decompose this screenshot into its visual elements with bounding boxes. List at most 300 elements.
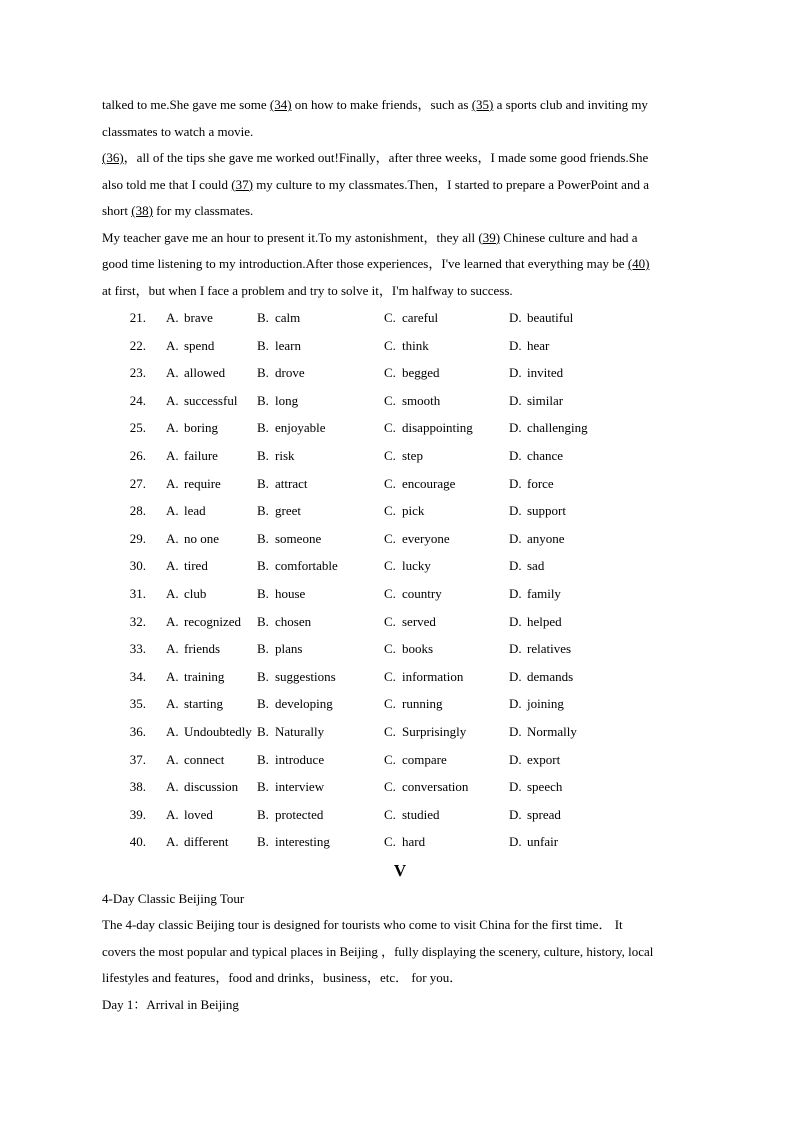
option-text: someone xyxy=(275,530,322,546)
option-d xyxy=(509,414,609,442)
option-text: disappointing xyxy=(402,420,473,436)
option-text: chosen xyxy=(275,613,312,629)
option-text: interview xyxy=(275,779,325,795)
option-text: Normally xyxy=(527,723,577,739)
option-text: spread xyxy=(527,806,561,822)
option-letter: C. xyxy=(384,806,396,822)
option-text: pick xyxy=(402,503,425,519)
option-a xyxy=(166,746,257,774)
option-b xyxy=(257,773,384,801)
option-text: think xyxy=(402,337,429,353)
option-letter: A. xyxy=(166,503,179,519)
option-letter: D. xyxy=(509,723,522,739)
option-d xyxy=(509,359,609,387)
option-text: Surprisingly xyxy=(402,723,467,739)
option-letter: B. xyxy=(257,613,269,629)
option-c xyxy=(384,580,509,608)
option-d xyxy=(509,608,609,636)
question-number: 35. xyxy=(129,696,146,712)
option-text: lead xyxy=(184,503,206,519)
option-c xyxy=(384,828,509,856)
option-text: force xyxy=(527,475,554,491)
option-text: discussion xyxy=(184,779,239,795)
option-letter: D. xyxy=(509,447,522,463)
option-letter: B. xyxy=(257,365,269,381)
option-letter: C. xyxy=(384,613,396,629)
option-row xyxy=(102,828,698,856)
option-letter: B. xyxy=(257,668,269,684)
cloze-passage xyxy=(102,92,698,304)
blank-37: (37) xyxy=(231,176,253,192)
option-letter: A. xyxy=(166,337,179,353)
option-c xyxy=(384,552,509,580)
option-a xyxy=(166,828,257,856)
option-a xyxy=(166,635,257,663)
option-letter: C. xyxy=(384,723,396,739)
option-a xyxy=(166,690,257,718)
option-letter: C. xyxy=(384,475,396,491)
blank-35: (35) xyxy=(471,97,494,112)
question-number: 30. xyxy=(129,558,146,574)
passage-line: good time listening to my introduction.After those experiences，I've learned that everything may be (40) xyxy=(102,256,650,271)
option-letter: D. xyxy=(509,365,522,381)
option-row xyxy=(102,718,698,746)
option-d xyxy=(509,801,609,829)
option-letter: C. xyxy=(384,310,396,325)
option-letter: C. xyxy=(384,779,396,795)
question-number: 24. xyxy=(129,392,146,408)
question-number: 29. xyxy=(129,530,146,546)
option-text: challenging xyxy=(527,420,588,436)
option-letter: C. xyxy=(384,420,396,436)
option-b xyxy=(257,387,384,415)
option-d xyxy=(509,387,609,415)
option-letter: D. xyxy=(509,585,522,601)
option-text: comfortable xyxy=(275,558,338,574)
option-letter: C. xyxy=(384,503,396,519)
option-letter: C. xyxy=(384,392,396,408)
option-text: information xyxy=(402,668,464,684)
option-a xyxy=(166,663,257,691)
option-row xyxy=(102,690,698,718)
option-d xyxy=(509,828,609,856)
option-row xyxy=(102,359,698,387)
option-d xyxy=(509,773,609,801)
option-letter: B. xyxy=(257,530,269,546)
option-text: greet xyxy=(275,503,301,519)
option-b xyxy=(257,552,384,580)
option-b xyxy=(257,497,384,525)
option-text: smooth xyxy=(402,392,441,408)
question-number: 34. xyxy=(129,668,146,684)
option-text: lucky xyxy=(402,558,431,574)
option-text: careful xyxy=(402,310,439,325)
option-b xyxy=(257,635,384,663)
option-letter: B. xyxy=(257,696,269,712)
option-letter: A. xyxy=(166,365,179,381)
option-letter: A. xyxy=(166,530,179,546)
option-d xyxy=(509,470,609,498)
option-text: brave xyxy=(184,310,213,325)
option-a xyxy=(166,304,257,332)
option-letter: C. xyxy=(384,585,396,601)
option-b xyxy=(257,359,384,387)
option-letter: D. xyxy=(509,779,522,795)
option-b xyxy=(257,304,384,332)
question-number: 38. xyxy=(129,779,146,795)
tour-intro-line: lifestyles and features，food and drinks，business，etc． for you． xyxy=(102,970,463,986)
option-text: different xyxy=(184,834,229,850)
option-letter: A. xyxy=(166,447,179,463)
option-text: support xyxy=(527,503,566,519)
blank-34: (34) xyxy=(269,97,292,112)
option-text: training xyxy=(184,668,225,684)
blank-36: (36) xyxy=(102,150,124,165)
option-letter: D. xyxy=(509,696,522,712)
option-text: drove xyxy=(275,365,305,381)
option-letter: B. xyxy=(257,641,269,657)
option-c xyxy=(384,801,509,829)
option-a xyxy=(166,580,257,608)
option-letter: B. xyxy=(257,834,269,850)
question-number: 22. xyxy=(129,337,146,353)
option-c xyxy=(384,442,509,470)
option-c xyxy=(384,414,509,442)
question-number: 40. xyxy=(129,834,146,850)
option-letter: B. xyxy=(257,310,269,325)
option-row xyxy=(102,332,698,360)
option-letter: A. xyxy=(166,310,179,325)
option-b xyxy=(257,470,384,498)
option-d xyxy=(509,442,609,470)
option-letter: B. xyxy=(257,420,269,436)
question-number: 32. xyxy=(129,613,146,629)
option-text: studied xyxy=(402,806,440,822)
option-row xyxy=(102,497,698,525)
option-letter: B. xyxy=(257,723,269,739)
option-text: protected xyxy=(275,806,324,822)
option-a xyxy=(166,497,257,525)
question-number: 33. xyxy=(129,641,146,657)
option-row xyxy=(102,801,698,829)
option-text: country xyxy=(402,585,442,601)
option-letter: B. xyxy=(257,751,269,767)
option-text: relatives xyxy=(527,641,572,657)
option-a xyxy=(166,470,257,498)
option-text: compare xyxy=(402,751,447,767)
option-row xyxy=(102,387,698,415)
option-b xyxy=(257,663,384,691)
question-number: 26. xyxy=(129,447,146,463)
passage-line: talked to me.She gave me some (34) on how to make friends，such as (35) a sports club and inviting my xyxy=(102,97,648,112)
option-letter: A. xyxy=(166,696,179,712)
option-text: attract xyxy=(275,475,308,491)
tour-passage xyxy=(102,886,698,1019)
option-letter: C. xyxy=(384,696,396,712)
option-row xyxy=(102,608,698,636)
option-a xyxy=(166,718,257,746)
option-text: starting xyxy=(184,696,223,712)
option-letter: A. xyxy=(166,392,179,408)
option-letter: B. xyxy=(257,447,269,463)
section-title: V xyxy=(393,860,407,880)
option-a xyxy=(166,387,257,415)
option-text: no one xyxy=(184,530,220,546)
option-text: developing xyxy=(275,696,333,712)
passage-line: classmates to watch a movie. xyxy=(102,123,254,139)
option-letter: C. xyxy=(384,530,396,546)
option-a xyxy=(166,552,257,580)
option-c xyxy=(384,387,509,415)
option-text: Naturally xyxy=(275,723,325,739)
option-text: beautiful xyxy=(527,310,574,325)
option-c xyxy=(384,608,509,636)
option-letter: B. xyxy=(257,392,269,408)
option-c xyxy=(384,332,509,360)
option-letter: C. xyxy=(384,834,396,850)
option-text: allowed xyxy=(184,365,226,381)
option-text: invited xyxy=(527,365,564,381)
option-text: tired xyxy=(184,558,208,574)
question-number: 36. xyxy=(129,723,146,739)
option-a xyxy=(166,801,257,829)
option-letter: C. xyxy=(384,337,396,353)
option-text: introduce xyxy=(275,751,325,767)
option-text: friends xyxy=(184,641,221,657)
option-text: interesting xyxy=(275,834,330,850)
question-number: 31. xyxy=(129,585,146,601)
option-letter: B. xyxy=(257,503,269,519)
option-a xyxy=(166,359,257,387)
blank-40: (40) xyxy=(627,256,650,271)
option-text: connect xyxy=(184,751,225,767)
tour-intro-line: The 4-day classic Beijing tour is designed for tourists who come to visit China for the first time． It xyxy=(102,917,623,933)
option-letter: D. xyxy=(509,337,522,353)
option-c xyxy=(384,663,509,691)
option-letter: D. xyxy=(509,310,522,325)
option-letter: D. xyxy=(509,475,522,491)
option-row xyxy=(102,414,698,442)
option-letter: C. xyxy=(384,558,396,574)
option-letter: B. xyxy=(257,475,269,491)
option-letter: A. xyxy=(166,420,179,436)
blank-38: (38) xyxy=(131,203,153,218)
option-d xyxy=(509,525,609,553)
option-letter: B. xyxy=(257,558,269,574)
option-d xyxy=(509,497,609,525)
option-b xyxy=(257,414,384,442)
option-letter: A. xyxy=(166,641,179,657)
option-row xyxy=(102,580,698,608)
option-text: encourage xyxy=(402,475,456,491)
option-text: family xyxy=(527,585,561,601)
option-b xyxy=(257,332,384,360)
option-text: risk xyxy=(275,447,295,463)
option-text: hear xyxy=(527,337,550,353)
option-text: hard xyxy=(402,834,426,850)
option-text: served xyxy=(402,613,436,629)
option-d xyxy=(509,332,609,360)
option-b xyxy=(257,801,384,829)
option-row xyxy=(102,470,698,498)
option-text: club xyxy=(184,585,207,601)
option-letter: D. xyxy=(509,530,522,546)
options-table xyxy=(102,304,698,856)
option-text: chance xyxy=(527,447,564,463)
option-letter: A. xyxy=(166,723,179,739)
option-d xyxy=(509,580,609,608)
option-b xyxy=(257,828,384,856)
option-d xyxy=(509,663,609,691)
option-d xyxy=(509,635,609,663)
passage-line: My teacher gave me an hour to present it.To my astonishment，they all (39) Chinese culture and had a xyxy=(102,229,638,245)
option-text: running xyxy=(402,696,443,712)
option-text: unfair xyxy=(527,834,559,850)
option-d xyxy=(509,304,609,332)
question-number: 27. xyxy=(129,475,146,491)
option-letter: C. xyxy=(384,641,396,657)
tour-day-heading: Day 1：Arrival in Beijing xyxy=(102,996,239,1012)
option-text: similar xyxy=(527,392,564,408)
option-letter: A. xyxy=(166,779,179,795)
option-row xyxy=(102,304,698,332)
option-letter: A. xyxy=(166,834,179,850)
option-letter: B. xyxy=(257,779,269,795)
option-a xyxy=(166,414,257,442)
option-letter: B. xyxy=(257,337,269,353)
option-letter: D. xyxy=(509,751,522,767)
option-text: begged xyxy=(402,365,440,381)
option-text: house xyxy=(275,585,306,601)
question-number: 23. xyxy=(129,365,146,381)
option-text: require xyxy=(184,475,221,491)
option-row xyxy=(102,746,698,774)
option-letter: D. xyxy=(509,641,522,657)
option-b xyxy=(257,690,384,718)
option-letter: A. xyxy=(166,668,179,684)
option-text: step xyxy=(402,447,423,463)
tour-title: 4-Day Classic Beijing Tour xyxy=(102,890,245,906)
option-b xyxy=(257,608,384,636)
option-text: recognized xyxy=(184,613,242,629)
option-letter: D. xyxy=(509,613,522,629)
passage-line: (36)，all of the tips she gave me worked out!Finally，after three weeks，I made some good friends.She xyxy=(102,150,649,165)
option-row xyxy=(102,525,698,553)
option-text: calm xyxy=(275,310,301,325)
passage-line: also told me that I could (37) my culture to my classmates.Then，I started to prepare a PowerPoint and a xyxy=(102,176,649,192)
question-number: 21. xyxy=(129,310,146,325)
option-d xyxy=(509,552,609,580)
passage-line: at first，but when I face a problem and try to solve it，I'm halfway to success. xyxy=(102,282,513,298)
option-text: anyone xyxy=(527,530,565,546)
option-c xyxy=(384,525,509,553)
option-c xyxy=(384,718,509,746)
option-text: spend xyxy=(184,337,215,353)
option-a xyxy=(166,773,257,801)
option-letter: A. xyxy=(166,613,179,629)
question-number: 39. xyxy=(129,806,146,822)
option-a xyxy=(166,525,257,553)
document-page xyxy=(102,92,698,1018)
option-text: demands xyxy=(527,668,574,684)
option-a xyxy=(166,332,257,360)
option-row xyxy=(102,773,698,801)
option-text: successful xyxy=(184,392,238,408)
option-b xyxy=(257,746,384,774)
option-letter: A. xyxy=(166,558,179,574)
option-text: books xyxy=(402,641,434,657)
option-letter: C. xyxy=(384,751,396,767)
tour-intro-line: covers the most popular and typical places in Beijing ，fully displaying the scenery, culture, history, local xyxy=(102,943,654,959)
option-letter: B. xyxy=(257,585,269,601)
passage-line: short (38) for my classmates. xyxy=(102,203,254,218)
option-row xyxy=(102,552,698,580)
option-letter: B. xyxy=(257,806,269,822)
option-text: export xyxy=(527,751,561,767)
question-number: 25. xyxy=(129,420,146,436)
option-text: helped xyxy=(527,613,562,629)
option-letter: D. xyxy=(509,392,522,408)
blank-39: (39) xyxy=(478,229,501,245)
option-c xyxy=(384,470,509,498)
option-c xyxy=(384,635,509,663)
option-text: plans xyxy=(275,641,303,657)
option-text: failure xyxy=(184,447,218,463)
option-letter: D. xyxy=(509,503,522,519)
option-d xyxy=(509,718,609,746)
option-row xyxy=(102,663,698,691)
option-text: conversation xyxy=(402,779,469,795)
option-text: enjoyable xyxy=(275,420,326,436)
option-text: sad xyxy=(527,558,545,574)
option-letter: A. xyxy=(166,806,179,822)
option-c xyxy=(384,359,509,387)
option-b xyxy=(257,525,384,553)
option-letter: A. xyxy=(166,585,179,601)
option-letter: C. xyxy=(384,365,396,381)
option-text: speech xyxy=(527,779,563,795)
option-c xyxy=(384,773,509,801)
option-letter: A. xyxy=(166,751,179,767)
option-b xyxy=(257,580,384,608)
option-letter: C. xyxy=(384,668,396,684)
option-letter: D. xyxy=(509,558,522,574)
option-c xyxy=(384,497,509,525)
option-d xyxy=(509,746,609,774)
option-text: Undoubtedly xyxy=(184,723,252,739)
option-d xyxy=(509,690,609,718)
option-letter: D. xyxy=(509,806,522,822)
option-text: loved xyxy=(184,806,213,822)
option-c xyxy=(384,746,509,774)
option-text: learn xyxy=(275,337,301,353)
option-b xyxy=(257,718,384,746)
option-c xyxy=(384,690,509,718)
option-text: boring xyxy=(184,420,218,436)
option-row xyxy=(102,635,698,663)
option-text: joining xyxy=(527,696,564,712)
option-letter: D. xyxy=(509,834,522,850)
question-number: 28. xyxy=(129,503,146,519)
option-row xyxy=(102,442,698,470)
option-c xyxy=(384,304,509,332)
option-b xyxy=(257,442,384,470)
option-a xyxy=(166,608,257,636)
option-letter: A. xyxy=(166,475,179,491)
option-text: suggestions xyxy=(275,668,336,684)
option-letter: C. xyxy=(384,447,396,463)
option-text: long xyxy=(275,392,299,408)
